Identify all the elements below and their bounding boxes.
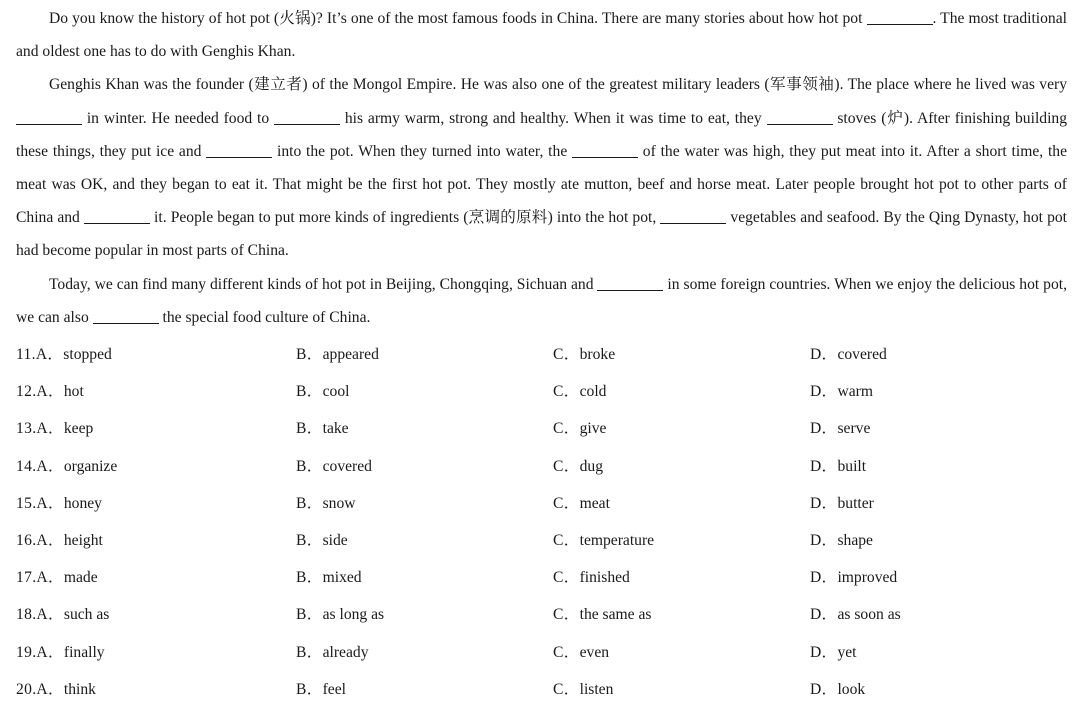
question-row	[16, 410, 1080, 447]
option-letter: A．	[36, 531, 64, 549]
option-c[interactable]	[553, 640, 609, 662]
option-letter: A．	[36, 569, 64, 587]
option-letter: C．	[553, 569, 580, 587]
option-d[interactable]	[810, 416, 870, 438]
option-text: shape	[837, 531, 873, 549]
option-text: butter	[837, 494, 874, 512]
passage-text: vegetables and seafood. By the Qing Dynasty, hot pot had become popular in most parts of China.	[16, 209, 1068, 260]
option-letter: D．	[810, 494, 838, 512]
passage-text: in some foreign countries. When we enjoy the delicious hot pot, we can also	[16, 275, 1067, 326]
option-b[interactable]	[296, 677, 346, 699]
option-d[interactable]	[810, 528, 873, 550]
question-number: 14.	[16, 457, 37, 475]
passage-text: his army warm, strong and healthy. When it was time to eat, they	[340, 109, 767, 127]
cloze-passage	[16, 2, 1067, 334]
option-text: keep	[63, 420, 94, 438]
option-letter: D．	[810, 531, 838, 549]
question-number: 11.	[16, 346, 36, 363]
option-text: built	[837, 457, 867, 475]
option-c[interactable]	[553, 416, 606, 438]
question-number: 12.	[16, 383, 37, 401]
option-letter: B．	[296, 606, 323, 624]
option-a[interactable]	[16, 602, 109, 624]
option-text: finally	[63, 643, 105, 661]
option-letter: C．	[553, 383, 580, 401]
question-row	[16, 596, 1080, 633]
option-text: feel	[322, 680, 346, 698]
paragraph-3	[16, 268, 1067, 334]
option-a[interactable]	[16, 342, 112, 364]
option-text: organize	[63, 457, 118, 475]
option-letter: A．	[36, 680, 64, 698]
option-letter: C．	[553, 457, 580, 475]
question-row	[16, 671, 1080, 708]
option-b[interactable]	[296, 379, 349, 401]
option-a[interactable]	[16, 379, 84, 401]
paragraph-2	[16, 68, 1067, 267]
option-text: think	[63, 680, 96, 698]
option-text: improved	[837, 569, 898, 587]
option-text: serve	[837, 420, 871, 438]
blank-19	[597, 274, 663, 291]
blank-15	[206, 141, 272, 158]
option-text: finished	[579, 569, 630, 587]
option-a[interactable]	[16, 565, 98, 587]
option-d[interactable]	[810, 640, 857, 662]
passage-text: the special food culture of China.	[158, 308, 371, 326]
option-letter: B．	[296, 569, 323, 587]
option-d[interactable]	[810, 565, 897, 587]
question-row	[16, 373, 1080, 410]
option-text: listen	[579, 680, 614, 698]
option-c[interactable]	[553, 379, 606, 401]
option-text: even	[579, 643, 610, 661]
passage-text: Do you know the history of hot pot (火锅)? It’s one of the most famous foods in China. There are many stories about how hot pot	[49, 10, 867, 27]
option-letter: B．	[296, 494, 323, 512]
option-text: yet	[837, 643, 857, 661]
option-letter: D．	[810, 346, 838, 363]
option-letter: B．	[296, 457, 323, 475]
option-d[interactable]	[810, 602, 901, 624]
option-d[interactable]	[810, 342, 887, 364]
option-text: covered	[322, 457, 372, 475]
question-number: 18.	[16, 606, 37, 624]
question-number: 19.	[16, 643, 37, 661]
blank-11	[867, 8, 933, 25]
passage-text: Today, we can find many different kinds of hot pot in Beijing, Chongqing, Sichuan and	[49, 275, 598, 293]
option-b[interactable]	[296, 602, 384, 624]
blank-12	[16, 108, 82, 125]
blank-18	[660, 207, 726, 224]
question-number: 17.	[16, 569, 37, 587]
passage-text: Genghis Khan was the founder (建立者) of the Mongol Empire. He was also one of the greatest military leaders (军事领袖). The place where he lived was very	[49, 76, 1067, 94]
question-row	[16, 336, 1080, 373]
question-number: 20.	[16, 680, 37, 698]
option-letter: C．	[553, 420, 580, 438]
option-text: made	[63, 569, 98, 587]
question-row	[16, 559, 1080, 596]
option-letter: D．	[810, 383, 838, 401]
option-text: hot	[63, 383, 84, 401]
option-text: height	[63, 531, 103, 549]
option-text: as soon as	[837, 606, 901, 624]
option-text: cool	[322, 383, 350, 401]
blank-17	[84, 207, 150, 224]
option-b[interactable]	[296, 342, 379, 364]
option-letter: C．	[553, 606, 580, 624]
option-b[interactable]	[296, 565, 362, 587]
passage-text: stoves (炉). After finishing building these things, they put ice and	[16, 109, 1067, 160]
option-text: covered	[837, 346, 887, 363]
option-text: such as	[63, 606, 110, 624]
option-c[interactable]	[553, 602, 652, 624]
option-b[interactable]	[296, 454, 372, 476]
question-row	[16, 485, 1080, 522]
option-letter: C．	[553, 643, 580, 661]
option-d[interactable]	[810, 454, 866, 476]
option-letter: B．	[296, 680, 323, 698]
option-letter: A．	[36, 606, 64, 624]
option-letter: D．	[810, 420, 838, 438]
option-b[interactable]	[296, 528, 348, 550]
option-letter: C．	[553, 680, 580, 698]
option-letter: C．	[553, 531, 580, 549]
option-a[interactable]	[16, 416, 93, 438]
question-number: 15.	[16, 494, 37, 512]
option-text: meat	[579, 494, 610, 512]
option-a[interactable]	[16, 528, 103, 550]
option-c[interactable]	[553, 528, 654, 550]
passage-text: of the water was high, they put meat into it. After a short time, the meat was OK, and they began to eat it. That might be the first hot pot. They mostly ate mutton, beef and horse meat. Later people brought hot pot to other parts of China and	[16, 142, 1067, 227]
option-text: the same as	[579, 606, 652, 624]
option-letter: A．	[36, 457, 64, 475]
option-letter: C．	[553, 346, 580, 363]
option-d[interactable]	[810, 677, 865, 699]
answer-options	[16, 336, 1080, 708]
option-a[interactable]	[16, 491, 102, 513]
option-letter: C．	[553, 494, 580, 512]
option-text: broke	[579, 346, 616, 363]
option-letter: B．	[296, 531, 323, 549]
option-text: temperature	[579, 531, 655, 549]
option-text: side	[322, 531, 348, 549]
option-text: honey	[63, 494, 102, 512]
question-row	[16, 634, 1080, 671]
option-text: appeared	[322, 346, 379, 363]
option-text: as long as	[322, 606, 385, 624]
question-row	[16, 522, 1080, 559]
option-d[interactable]	[810, 491, 874, 513]
option-text: warm	[837, 383, 873, 401]
option-letter: A．	[35, 346, 64, 363]
option-letter: A．	[36, 494, 64, 512]
option-letter: D．	[810, 569, 838, 587]
option-letter: B．	[296, 420, 323, 438]
option-letter: B．	[296, 643, 323, 661]
passage-text: . The most traditional and oldest one has to do with Genghis Khan.	[16, 10, 1067, 61]
option-letter: D．	[810, 606, 838, 624]
option-b[interactable]	[296, 491, 356, 513]
option-a[interactable]	[16, 640, 105, 662]
option-c[interactable]	[553, 677, 613, 699]
option-text: stopped	[63, 346, 112, 363]
option-b[interactable]	[296, 416, 349, 438]
blank-13	[274, 108, 340, 125]
passage-text: it. People began to put more kinds of ingredients (烹调的原料) into the hot pot,	[149, 209, 661, 227]
option-a[interactable]	[16, 677, 96, 699]
option-letter: D．	[810, 643, 838, 661]
option-text: give	[579, 420, 607, 438]
question-number: 13.	[16, 420, 37, 438]
option-text: cold	[579, 383, 607, 401]
question-number: 16.	[16, 531, 37, 549]
passage-text: into the pot. When they turned into water, the	[272, 142, 573, 160]
blank-20	[93, 307, 159, 324]
blank-16	[572, 141, 638, 158]
option-letter: D．	[810, 457, 838, 475]
option-a[interactable]	[16, 454, 117, 476]
option-text: dug	[579, 457, 603, 475]
option-text: mixed	[322, 569, 362, 587]
option-text: snow	[322, 494, 356, 512]
option-letter: D．	[810, 680, 838, 698]
option-letter: B．	[296, 383, 323, 401]
option-c[interactable]	[553, 454, 603, 476]
blank-14	[767, 108, 833, 125]
option-c[interactable]	[553, 342, 615, 364]
option-text: take	[322, 420, 349, 438]
option-letter: A．	[36, 420, 64, 438]
passage-text: in winter. He needed food to	[82, 109, 275, 127]
option-c[interactable]	[553, 491, 610, 513]
question-row	[16, 448, 1080, 485]
option-text: already	[322, 643, 369, 661]
option-c[interactable]	[553, 565, 630, 587]
option-letter: B．	[296, 346, 323, 363]
option-b[interactable]	[296, 640, 369, 662]
option-text: look	[837, 680, 866, 698]
option-letter: A．	[36, 383, 64, 401]
paragraph-1	[16, 2, 1067, 68]
option-letter: A．	[36, 643, 64, 661]
option-d[interactable]	[810, 379, 873, 401]
